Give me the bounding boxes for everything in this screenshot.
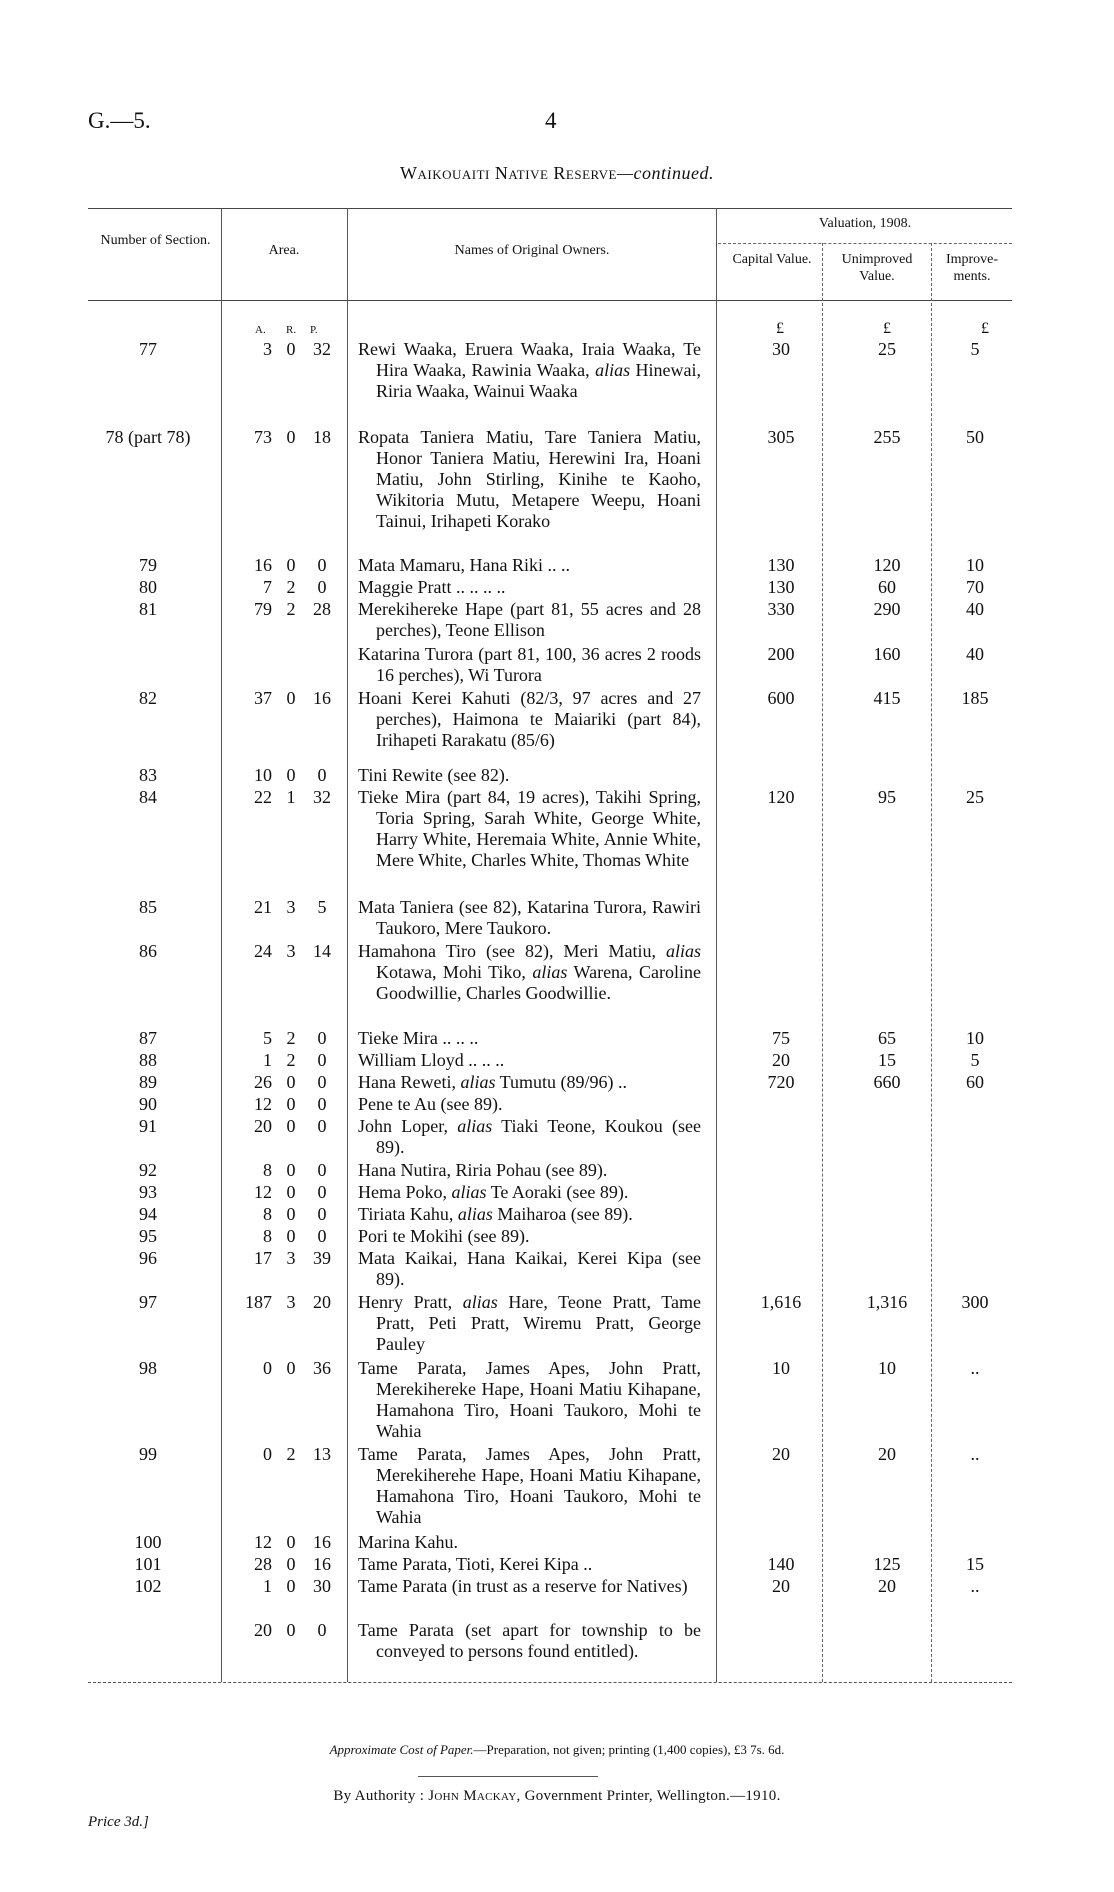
area-acres: 16 xyxy=(254,555,272,575)
area-roods: 2 xyxy=(286,577,296,597)
owner-names-text: John Loper, alias Tiaki Teone, Koukou (see 89). xyxy=(358,1116,701,1157)
owner-names-text: Mata Taniera (see 82), Katarina Turora, Rawiri Taukoro, Mere Taukoro. xyxy=(358,897,701,938)
area-acres: 187 xyxy=(245,1292,272,1312)
owner-names-text: Tame Parata, Tioti, Kerei Kipa .. xyxy=(358,1554,593,1574)
owner-names-text: Hana Nutira, Riria Pohau (see 89). xyxy=(358,1160,608,1180)
improvements-value: 25 xyxy=(966,787,984,807)
section-number: 91 xyxy=(139,1116,157,1136)
area-acres: 5 xyxy=(263,1028,272,1048)
owner-names xyxy=(358,1620,701,1662)
area-roods: 3 xyxy=(286,897,296,917)
document-reference: G.—5. xyxy=(88,108,151,133)
owner-names xyxy=(358,941,701,1004)
area-perches: 30 xyxy=(313,1576,331,1596)
unimproved-value: 65 xyxy=(878,1028,896,1048)
owner-names-text: Tame Parata, James Apes, John Pratt, Merekiherehe Hape, Hoani Matiu Kihapane, Hamahona Tiro, Hoani Taukoro, Mohi te Wahia xyxy=(358,1444,701,1527)
section-number: 101 xyxy=(134,1554,162,1574)
owner-names xyxy=(358,1532,701,1553)
section-number: 81 xyxy=(139,599,157,619)
area-perches: 0 xyxy=(317,1094,327,1114)
owner-names xyxy=(358,1028,701,1049)
unimproved-value: 15 xyxy=(878,1050,896,1070)
unit-pound: £ xyxy=(981,320,989,337)
area-roods: 0 xyxy=(286,765,296,785)
area-acres: 73 xyxy=(254,427,272,447)
column-divider xyxy=(347,208,348,1682)
area-acres: 21 xyxy=(254,897,272,917)
owner-names xyxy=(358,765,701,786)
section-number: 83 xyxy=(139,765,157,785)
capital-value: 130 xyxy=(767,555,795,575)
area-acres: 12 xyxy=(254,1532,272,1552)
area-perches: 0 xyxy=(317,1620,327,1640)
rule-valuation xyxy=(718,243,1012,244)
area-perches: 13 xyxy=(313,1444,331,1464)
owner-names-text: Mata Kaikai, Hana Kaikai, Kerei Kipa (see 89). xyxy=(358,1248,701,1289)
owner-names-text: Hema Poko, alias Te Aoraki (see 89). xyxy=(358,1182,629,1202)
area-acres: 1 xyxy=(263,1576,272,1596)
area-acres: 8 xyxy=(263,1160,272,1180)
area-perches: 0 xyxy=(317,1116,327,1136)
section-number: 99 xyxy=(139,1444,157,1464)
area-perches: 28 xyxy=(313,599,331,619)
owner-names xyxy=(358,897,701,939)
area-perches: 36 xyxy=(313,1358,331,1378)
area-acres: 0 xyxy=(263,1444,272,1464)
area-acres: 24 xyxy=(254,941,272,961)
area-roods: 0 xyxy=(286,1204,296,1224)
footer-cost xyxy=(0,1742,1114,1758)
owner-names-text: Maggie Pratt .. .. .. .. xyxy=(358,577,506,597)
owner-names xyxy=(358,599,701,641)
owner-names-text: Tini Rewite (see 82). xyxy=(358,765,510,785)
area-acres: 1 xyxy=(263,1050,272,1070)
area-roods: 0 xyxy=(286,1554,296,1574)
header-unimproved: Unimproved Value. xyxy=(841,252,913,284)
unit-pound: £ xyxy=(883,320,891,337)
unimproved-value: 25 xyxy=(878,339,896,359)
column-divider xyxy=(221,208,222,1682)
owner-names xyxy=(358,1094,701,1115)
area-roods: 2 xyxy=(286,1050,296,1070)
area-perches: 0 xyxy=(317,1226,327,1246)
section-number: 94 xyxy=(139,1204,157,1224)
area-roods: 0 xyxy=(286,1620,296,1640)
area-perches: 0 xyxy=(317,1160,327,1180)
unimproved-value: 290 xyxy=(873,599,901,619)
section-number: 77 xyxy=(139,339,157,359)
capital-value: 305 xyxy=(767,427,795,447)
owner-names xyxy=(358,1554,701,1575)
improvements-value: 5 xyxy=(970,339,980,359)
header-valuation: Valuation, 1908. xyxy=(818,216,912,231)
capital-value: 75 xyxy=(772,1028,790,1048)
owner-names-text: Hamahona Tiro (see 82), Meri Matiu, alias Kotawa, Mohi Tiko, alias Warena, Caroline Goodwillie, Charles Goodwillie. xyxy=(358,941,701,1003)
owner-names xyxy=(358,577,701,598)
area-roods: 1 xyxy=(286,787,296,807)
owner-names-text: Hana Reweti, alias Tumutu (89/96) .. xyxy=(358,1072,628,1092)
section-number: 93 xyxy=(139,1182,157,1202)
area-roods: 3 xyxy=(286,941,296,961)
page-number: 4 xyxy=(545,108,557,133)
unit-acres: A. xyxy=(255,324,266,336)
header-area: Area. xyxy=(268,243,300,258)
unimproved-value: 20 xyxy=(878,1444,896,1464)
area-acres: 3 xyxy=(263,339,272,359)
improvements-value: 185 xyxy=(961,688,989,708)
improvements-value: .. xyxy=(970,1444,980,1464)
section-number: 102 xyxy=(134,1576,162,1596)
owner-names xyxy=(358,1248,701,1290)
owner-names-text: Pori te Mokihi (see 89). xyxy=(358,1226,530,1246)
owner-names xyxy=(358,1182,701,1203)
owner-names-text: Rewi Waaka, Eruera Waaka, Iraia Waaka, Te Hira Waaka, Rawinia Waaka, alias Hinewai, Riria Waaka, Wainui Waaka xyxy=(358,339,701,401)
improvements-value: .. xyxy=(970,1576,980,1596)
capital-value: 130 xyxy=(767,577,795,597)
area-roods: 0 xyxy=(286,1160,296,1180)
owner-names-text: Mata Mamaru, Hana Riki .. .. xyxy=(358,555,570,575)
capital-value: 1,616 xyxy=(760,1292,802,1312)
section-number: 96 xyxy=(139,1248,157,1268)
section-number: 85 xyxy=(139,897,157,917)
owner-names-text: Tieke Mira (part 84, 19 acres), Takihi Spring, Toria Spring, Sarah White, George White, Harry White, Heremaia White, Annie White, Mere White, Charles White, Thomas White xyxy=(358,787,701,870)
section-number: 97 xyxy=(139,1292,157,1312)
owner-names xyxy=(358,1204,701,1225)
area-roods: 0 xyxy=(286,688,296,708)
capital-value: 20 xyxy=(772,1050,790,1070)
area-perches: 18 xyxy=(313,427,331,447)
header-capital: Capital Value. xyxy=(732,252,812,267)
owner-names-text: Pene te Au (see 89). xyxy=(358,1094,503,1114)
area-perches: 0 xyxy=(317,1072,327,1092)
unimproved-value: 160 xyxy=(873,644,901,664)
area-perches: 0 xyxy=(317,1028,327,1048)
improvements-value: 40 xyxy=(966,644,984,664)
cost-text: —Preparation, not given; printing (1,400 copies), £3 7s. 6d. xyxy=(473,1742,785,1757)
capital-value: 140 xyxy=(767,1554,795,1574)
owner-names xyxy=(358,1160,701,1181)
column-divider xyxy=(822,243,823,1682)
area-acres: 37 xyxy=(254,688,272,708)
area-acres: 20 xyxy=(254,1116,272,1136)
authority-pre: By Authority : xyxy=(333,1788,429,1804)
area-perches: 0 xyxy=(317,555,327,575)
rule-bottom xyxy=(88,1682,1012,1683)
owner-names xyxy=(358,555,701,576)
section-number: 79 xyxy=(139,555,157,575)
area-roods: 0 xyxy=(286,427,296,447)
area-roods: 0 xyxy=(286,339,296,359)
owner-names xyxy=(358,1358,701,1442)
area-roods: 0 xyxy=(286,1116,296,1136)
section-number: 90 xyxy=(139,1094,157,1114)
area-acres: 12 xyxy=(254,1094,272,1114)
area-acres: 7 xyxy=(263,577,272,597)
improvements-value: .. xyxy=(970,1358,980,1378)
column-divider xyxy=(931,243,932,1682)
owner-names xyxy=(358,1050,701,1071)
area-acres: 28 xyxy=(254,1554,272,1574)
rule-top xyxy=(88,208,1012,209)
area-roods: 0 xyxy=(286,1226,296,1246)
improvements-value: 10 xyxy=(966,1028,984,1048)
section-number: 92 xyxy=(139,1160,157,1180)
owner-names xyxy=(358,1444,701,1528)
section-number: 98 xyxy=(139,1358,157,1378)
area-roods: 2 xyxy=(286,599,296,619)
owner-names xyxy=(358,787,701,871)
column-divider xyxy=(716,208,717,1682)
unimproved-value: 415 xyxy=(873,688,901,708)
footer-rule xyxy=(418,1776,598,1777)
area-acres: 10 xyxy=(254,765,272,785)
title-main: Waikouaiti Native Reserve xyxy=(400,163,617,183)
area-acres: 20 xyxy=(254,1620,272,1640)
area-acres: 26 xyxy=(254,1072,272,1092)
header-improvements: Improve-ments. xyxy=(945,252,999,284)
table-title xyxy=(0,163,1114,184)
area-roods: 0 xyxy=(286,1532,296,1552)
printer-authority xyxy=(0,1788,1114,1805)
area-roods: 0 xyxy=(286,1358,296,1378)
improvements-value: 15 xyxy=(966,1554,984,1574)
header-names: Names of Original Owners. xyxy=(454,243,610,258)
area-roods: 2 xyxy=(286,1028,296,1048)
capital-value: 30 xyxy=(772,339,790,359)
unit-perches: P. xyxy=(310,324,318,336)
area-acres: 79 xyxy=(254,599,272,619)
area-acres: 12 xyxy=(254,1182,272,1202)
area-roods: 0 xyxy=(286,1182,296,1202)
unimproved-value: 60 xyxy=(878,577,896,597)
area-perches: 39 xyxy=(313,1248,331,1268)
area-perches: 32 xyxy=(313,339,331,359)
owner-names xyxy=(358,688,701,751)
area-acres: 22 xyxy=(254,787,272,807)
owner-names-text: Merekihereke Hape (part 81, 55 acres and 28 perches), Teone Ellison xyxy=(358,599,701,640)
price: Price 3d.] xyxy=(88,1814,149,1830)
unit-pound: £ xyxy=(776,320,784,337)
owner-names-text: Ropata Taniera Matiu, Tare Taniera Matiu, Honor Taniera Matiu, Herewini Ira, Hoani Matiu, John Stirling, Kinihe te Kaoho, Wikitoria Mutu, Metapere Weepu, Hoani Tainui, Irihapeti Korako xyxy=(358,427,701,531)
capital-value: 200 xyxy=(767,644,795,664)
area-roods: 0 xyxy=(286,555,296,575)
owner-names xyxy=(358,1292,701,1355)
improvements-value: 300 xyxy=(961,1292,989,1312)
area-perches: 0 xyxy=(317,1204,327,1224)
section-number: 89 xyxy=(139,1072,157,1092)
area-perches: 16 xyxy=(313,1532,331,1552)
section-number: 86 xyxy=(139,941,157,961)
owner-names-text: William Lloyd .. .. .. xyxy=(358,1050,505,1070)
improvements-value: 70 xyxy=(966,577,984,597)
rule-header xyxy=(88,300,1012,301)
owner-names-text: Tieke Mira .. .. .. xyxy=(358,1028,479,1048)
owner-names-text: Henry Pratt, alias Hare, Teone Pratt, Tame Pratt, Peti Pratt, Wiremu Pratt, George Pauley xyxy=(358,1292,701,1354)
area-perches: 32 xyxy=(313,787,331,807)
area-perches: 16 xyxy=(313,1554,331,1574)
owner-names-text: Tame Parata (in trust as a reserve for Natives) xyxy=(358,1576,688,1596)
area-roods: 0 xyxy=(286,1072,296,1092)
authority-name: John Mackay xyxy=(428,1788,517,1804)
area-perches: 5 xyxy=(317,897,327,917)
improvements-value: 5 xyxy=(970,1050,980,1070)
area-acres: 17 xyxy=(254,1248,272,1268)
owner-names-text: Hoani Kerei Kahuti (82/3, 97 acres and 27 perches), Haimona te Maiariki (part 84), Irihapeti Rarakatu (85/6) xyxy=(358,688,701,750)
unimproved-value: 1,316 xyxy=(866,1292,908,1312)
section-number: 88 xyxy=(139,1050,157,1070)
title-suffix: —continued. xyxy=(616,163,714,183)
area-roods: 0 xyxy=(286,1576,296,1596)
owner-names xyxy=(358,1072,701,1093)
owner-names xyxy=(358,427,701,532)
owner-names xyxy=(358,1116,701,1158)
improvements-value: 40 xyxy=(966,599,984,619)
unimproved-value: 125 xyxy=(873,1554,901,1574)
unimproved-value: 10 xyxy=(878,1358,896,1378)
area-perches: 0 xyxy=(317,765,327,785)
unimproved-value: 120 xyxy=(873,555,901,575)
improvements-value: 10 xyxy=(966,555,984,575)
header-section: Number of Section. xyxy=(100,233,211,248)
capital-value: 20 xyxy=(772,1444,790,1464)
area-acres: 0 xyxy=(263,1358,272,1378)
owner-names-text: Katarina Turora (part 81, 100, 36 acres 2 roods 16 perches), Wi Turora xyxy=(358,644,701,685)
unit-roods: R. xyxy=(286,324,297,336)
unimproved-value: 660 xyxy=(873,1072,901,1092)
capital-value: 20 xyxy=(772,1576,790,1596)
capital-value: 120 xyxy=(767,787,795,807)
area-roods: 0 xyxy=(286,1094,296,1114)
capital-value: 10 xyxy=(772,1358,790,1378)
area-perches: 16 xyxy=(313,688,331,708)
section-number: 84 xyxy=(139,787,157,807)
owner-names xyxy=(358,1576,701,1597)
cost-label: Approximate Cost of Paper. xyxy=(329,1742,474,1757)
area-roods: 3 xyxy=(286,1292,296,1312)
unimproved-value: 20 xyxy=(878,1576,896,1596)
improvements-value: 50 xyxy=(966,427,984,447)
capital-value: 330 xyxy=(767,599,795,619)
owner-names-text: Tame Parata (set apart for township to be conveyed to persons found entitled). xyxy=(358,1620,701,1661)
unimproved-value: 95 xyxy=(878,787,896,807)
unimproved-value: 255 xyxy=(873,427,901,447)
owner-names xyxy=(358,1226,701,1247)
section-number: 100 xyxy=(134,1532,162,1552)
area-acres: 8 xyxy=(263,1226,272,1246)
owner-names-text: Marina Kahu. xyxy=(358,1532,458,1552)
section-number: 78 (part 78) xyxy=(105,427,191,447)
section-number: 80 xyxy=(139,577,157,597)
area-acres: 8 xyxy=(263,1204,272,1224)
area-perches: 0 xyxy=(317,1050,327,1070)
area-roods: 2 xyxy=(286,1444,296,1464)
authority-post: , Government Printer, Wellington.—1910. xyxy=(516,1788,781,1804)
area-perches: 14 xyxy=(313,941,331,961)
area-roods: 3 xyxy=(286,1248,296,1268)
owner-names-text: Tame Parata, James Apes, John Pratt, Merekihereke Hape, Hoani Matiu Kihapane, Hamahona Tiro, Hoani Taukoro, Mohi te Wahia xyxy=(358,1358,701,1441)
area-perches: 0 xyxy=(317,577,327,597)
area-perches: 20 xyxy=(313,1292,331,1312)
owner-names-text: Tiriata Kahu, alias Maiharoa (see 89). xyxy=(358,1204,633,1224)
improvements-value: 60 xyxy=(966,1072,984,1092)
capital-value: 720 xyxy=(767,1072,795,1092)
section-number: 87 xyxy=(139,1028,157,1048)
capital-value: 600 xyxy=(767,688,795,708)
owner-names xyxy=(358,339,701,402)
area-perches: 0 xyxy=(317,1182,327,1202)
owner-names xyxy=(358,644,701,686)
section-number: 95 xyxy=(139,1226,157,1246)
section-number: 82 xyxy=(139,688,157,708)
